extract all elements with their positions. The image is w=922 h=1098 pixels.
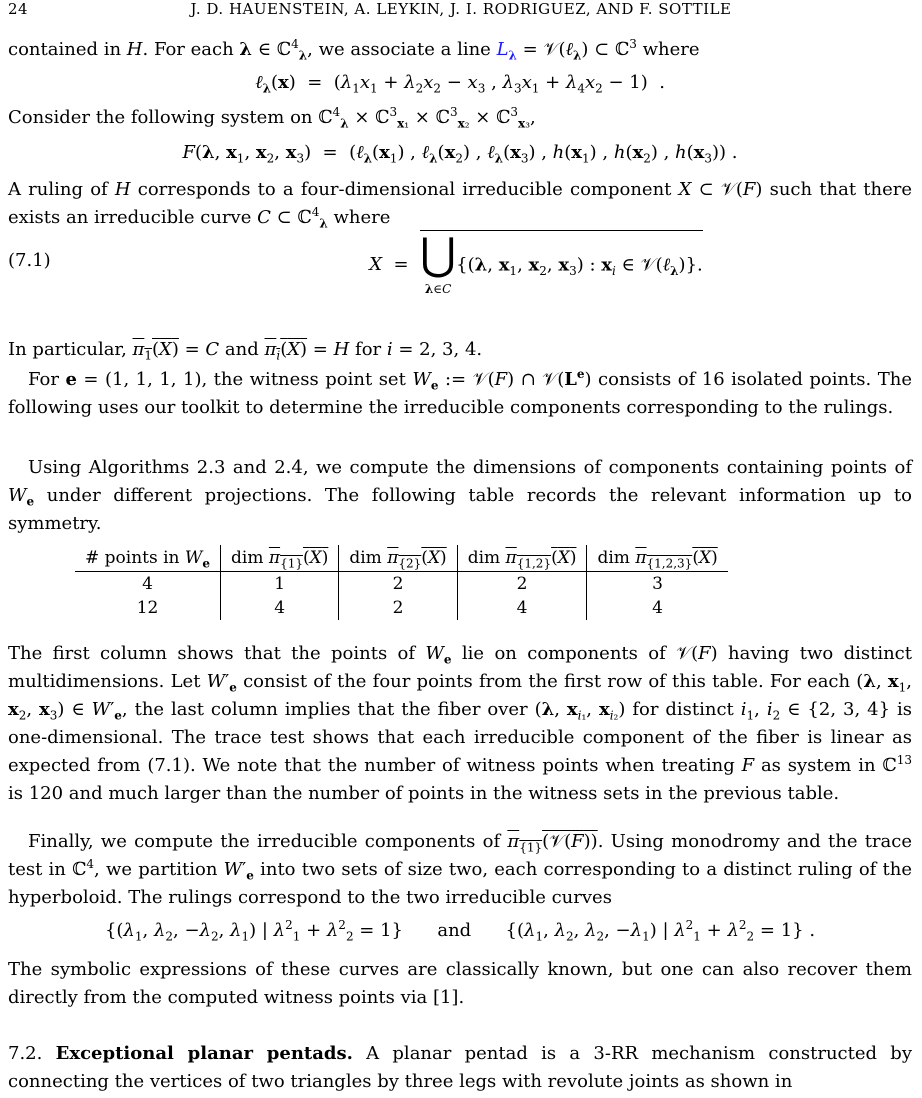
equation-7-1: X = ⋃ λ∈C{(λ, $x_1$, $x_2$, $x_3$) : $x_i$ ∈ 𝒱(ℓ$_\lambda$)}. (369, 229, 703, 296)
paragraph-3: A ruling of H corresponds to a four-dimensional irreducible component X ⊂ 𝒱(F) such that there exists an irreducible curve C ⊂ ℂ$^4_\lambda$ where (8, 179, 912, 231)
table-header-row (75, 545, 728, 572)
table-cell: 2 (339, 572, 457, 597)
table-cell: 2 (339, 596, 457, 620)
table-row (75, 572, 728, 597)
section-title: Exceptional planar pentads. (55, 1043, 353, 1064)
table-cell: 4 (457, 596, 587, 620)
equation-label: (7.1) (8, 250, 51, 271)
line-link[interactable]: $L_\lambda$ (496, 39, 517, 63)
running-header (8, 0, 914, 28)
paragraph-8: Finally, we compute the irreducible components of $\pi_{\{1\}}(𝒱(F))$. Using monodromy and the trace test in ℂ$^4$, we partition $W'_e$ into two sets of size two, each corresponding to a distinct ruling of the hyperboloid. The rulings correspond to the two irreducible curves (8, 831, 912, 908)
paragraph-2: Consider the following system on ℂ$^4_\lambda$ × ℂ$^3_{x_1}$ × ℂ$^3_{x_2}$ × ℂ$^3_{x_3}$, (8, 105, 536, 131)
equation-system-F: F(λ, $x_1$, $x_2$, $x_3$) = ($\ell_\lambda(x_1)$ , $\ell_\lambda(x_2)$ , $\ell_\lambda(x_3)$ , $h(x_1)$ , $h(x_2)$ , $h(x_3)$) . (182, 142, 738, 166)
table-cell: 2 (457, 572, 587, 597)
dimension-table (75, 545, 728, 620)
table-row (75, 596, 728, 620)
table-cell: 4 (142, 574, 153, 594)
paragraph-9: The symbolic expressions of these curves are classically known, but one can also recover them directly from the computed witness points via [1]. (8, 959, 912, 1008)
paragraph-7: The first column shows that the points of $W_e$ lie on components of 𝒱(F) having two distinct multidimensions. Let $W'_e$ consist of the four points from the first row of this table. For each (λ, $x_1$, $x_2$, $x_3$) ∈ $W'_e$, the last column implies that the fiber over (λ, $x_{i_1}$, $x_{i_2}$) for distinct $i_1$, $i_2$ ∈ {2, 3, 4} is one-dimensional. The trace test shows that each irreducible component of the fiber is linear as expected from (7.1). We note that the number of witness points when treating F as system in ℂ$^{13}$ is 120 and much larger than the number of points in the witness sets in the previous table. (8, 643, 913, 804)
table-cell: 1 (221, 572, 339, 597)
table-cell: 4 (221, 596, 339, 620)
paragraph-6: Using Algorithms 2.3 and 2.4, we compute the dimensions of components containing points of $W_e$ under different projections. The following table records the relevant information up to symmetry. (8, 457, 912, 534)
table-cell: 3 (587, 572, 728, 597)
paragraph-4: In particular, $\pi_1(X) = C$ and $\pi_i(X) = H$ for i = 2, 3, 4. (8, 339, 483, 363)
running-title: J. D. HAUENSTEIN, A. LEYKIN, J. I. RODRIGUEZ, AND F. SOTTILE (190, 0, 732, 18)
equation-ell: ℓ$_\lambda$(x) = ($\lambda_1x_1 + \lambda_2x_2 - x_3$ , $\lambda_3x_1 + \lambda_4x_2 - 1$) . (255, 72, 665, 96)
paragraph-1: contained in H. For each λ ∈ ℂ$^4_\lambda$, we associate a line $L_\lambda$ = 𝒱(ℓ$_\lambda$) ⊂ ℂ$^3$ where (8, 37, 700, 63)
column-header: dim $\pi_{\{1\}}(X)$ (221, 545, 339, 572)
column-header: dim $\pi_{\{2\}}(X)$ (339, 545, 457, 572)
column-header: dim $\pi_{\{1,2\}}(X)$ (457, 545, 587, 572)
table-cell: 12 (136, 598, 159, 618)
paragraph-10: 7.2. Exceptional planar pentads. A planar pentad is a 3-RR mechanism constructed by connecting the vertices of two triangles by three legs with revolute joints as shown in (8, 1043, 912, 1092)
table-cell: 4 (587, 596, 728, 620)
section-number: 7.2. (8, 1043, 43, 1064)
paragraph-5: For e = (1, 1, 1, 1), the witness point set $W_e$ := 𝒱(F) ∩ 𝒱(Le) consists of 16 isolated points. The following uses our toolkit to determine the irreducible components corresponding to the rulings. (8, 367, 913, 418)
equation-curves: {($\lambda_1$, $\lambda_2$, $-\lambda_2$, $\lambda_1$) | $\lambda^2_1 + \lambda^2_2 = 1$} and {($\lambda_1$, $\lambda_2$, $\lambda_2$, $-\lambda_1$) | $\lambda^2_1 + \lambda^2_2 = 1$} . (104, 918, 816, 944)
page-number: 24 (8, 0, 29, 18)
column-header: # points in $W_e$ (75, 545, 221, 572)
column-header: dim $\pi_{\{1,2,3\}}(X)$ (587, 545, 728, 572)
